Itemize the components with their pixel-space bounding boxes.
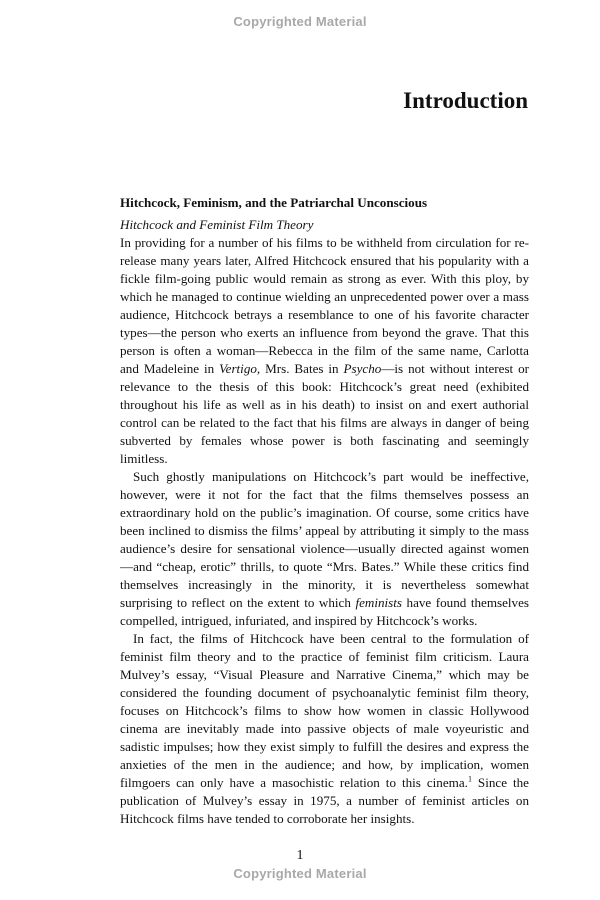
watermark-top: Copyrighted Material [233, 14, 367, 29]
paragraph-2-text-a: Such ghostly manipulations on Hitchcock’s part would be ineffective, however, were it not for the fact that the films themselves possess an extraordinary hold on the public’s imagination. Of course, some critics have been inclined to dismiss the films’ appeal by attributing it simply to the mass audience’s desire for sensational violence—usually directed against women—and “cheap, erotic” thrills, to quote “Mrs. Bates.” While these critics find themselves increasingly in the minority, it is nevertheless somewhat surprising to reflect on the extent to which [120, 469, 529, 610]
paragraph-3-text-a: In fact, the films of Hitchcock have been central to the formulation of feminist film theory and to the practice of feminist film criticism. Laura Mulvey’s essay, “Visual Pleasure and Narrative Cinema,” which may be considered the founding document of psychoanalytic feminist film theory, focuses on Hitchcock’s films to show how women in classic Hollywood cinema are inevitably made into passive objects of male voyeuristic and sadistic impulses; how they exist simply to fulfill the desires and express the anxieties of the men in the audience; and how, by implication, women filmgoers can only have a masochistic relation to this cinema. [120, 631, 529, 790]
paragraph-3-text-b: Since the publication of Mulvey’s essay in 1975, a number of feminist articles on Hitchcock films have tended to corroborate her insights. [120, 775, 529, 826]
paragraph-1 [120, 234, 529, 468]
chapter-title: Introduction [403, 88, 528, 113]
watermark-bottom: Copyrighted Material [233, 866, 367, 881]
footnote-marker[interactable]: 1 [467, 774, 472, 784]
section-heading: Hitchcock, Feminism, and the Patriarchal Unconscious [120, 195, 428, 210]
page-number: 1 [296, 848, 304, 863]
paragraph-1-text-b: Mrs. Bates in [260, 361, 344, 376]
paragraph-2 [120, 468, 529, 630]
body-text [120, 194, 529, 828]
film-title-psycho: Psycho [343, 361, 382, 376]
paragraph-1-text-c: —is not without interest or relevance to the thesis of this book: Hitchcock’s great need (exhibited throughout his life as well as in his death) to insist on and exert authorial control can be related to the fact that his films are always in danger of being subverted by females whose power is both fascinating and seemingly limitless. [120, 361, 529, 466]
paragraph-3 [120, 630, 529, 828]
paragraph-1-text-a: In providing for a number of his films to be withheld from circulation for re-release many years later, Alfred Hitchcock ensured that his popularity with a fickle film-going public would remain as strong as ever. With this ploy, by which he managed to continue wielding an unprecedented power over a mass audience, Hitchcock betrays a resemblance to one of his favorite character types—the person who exerts an influence from beyond the grave. That this person is often a woman—Rebecca in the film of the same name, Carlotta and Madeleine in [120, 235, 529, 376]
emphasis-feminists: feminists [355, 595, 402, 610]
subsection-heading: Hitchcock and Feminist Film Theory [120, 217, 314, 232]
paragraph-2-text-b: have found themselves compelled, intrigued, infuriated, and inspired by Hitchcock’s works. [120, 595, 530, 628]
film-title-vertigo: Vertigo, [219, 361, 261, 376]
